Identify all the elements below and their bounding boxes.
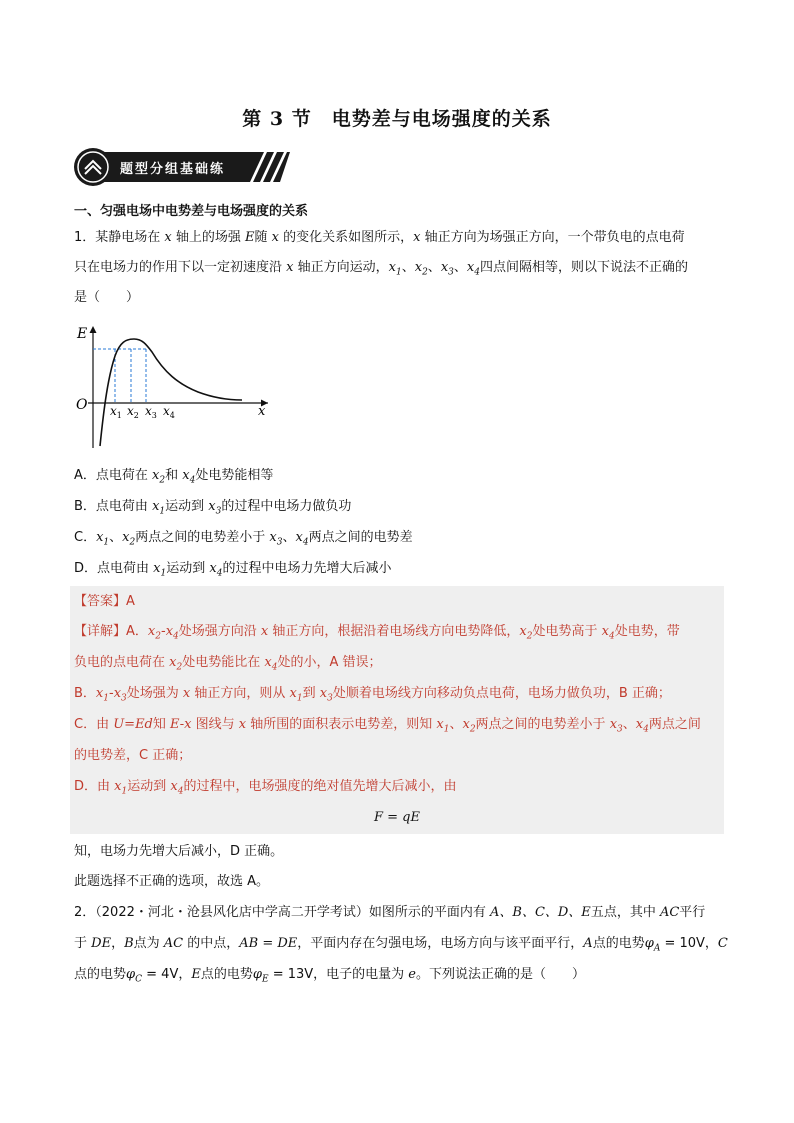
- q1-line-2: 只在电场力的作用下以一定初速度沿 x 轴正方向运动，$x_1$、$x_2$、$x_3$、$x_4$四点间隔相等，则以下说法不正确的: [74, 260, 688, 278]
- svg-text:x4: $x_4$: [163, 404, 175, 420]
- x-axis-label: x: [258, 404, 266, 419]
- option-b: B．点电荷由 $x_1$运动到 $x_3$的过程中电场力做负功: [74, 499, 352, 517]
- option-d: D．点电荷由 $x_1$运动到 $x_4$的过程中电场力先增大后减小: [74, 561, 392, 579]
- q2-line-2: 于 DE，B点为 AC 的中点，AB = DE，平面内存在匀强电场，电场方向与该平面平行，A点的电势$\varphi_A = 10V$，C: [74, 936, 728, 954]
- svg-text:x2: $x_2$: [127, 404, 139, 420]
- y-axis-arrow: [90, 326, 97, 333]
- svg-text:x1: $x_1$: [110, 404, 122, 420]
- detail-line-3: B．$x_1-x_3$处场强为 x 轴正方向，则从 $x_1$到 $x_3$处顺着电场线方向移动负点电荷，电场力做负功，B 正确；: [74, 686, 671, 704]
- option-c: C．$x_1$、$x_2$两点之间的电势差小于 $x_3$、$x_4$两点之间的电势差: [74, 530, 413, 548]
- svg-text:x3: $x_3$: [145, 404, 157, 420]
- origin-label: O: [76, 397, 88, 413]
- banner-label: 题型分组基础练: [120, 162, 226, 177]
- q2-line-3: 点的电势$\varphi_C = 4V$，E点的电势$\varphi_E = 13V$，电子的电量为 e。下列说法正确的是（ ）: [74, 967, 586, 985]
- q2-line-1: 2．（2022・河北・沧县风化店中学高二开学考试）如图所示的平面内有 A、B、C、D、E五点，其中 AC平行: [74, 905, 706, 920]
- e-axis-label: E: [77, 326, 88, 342]
- section-heading: 一、匀强电场中电势差与电场强度的关系: [74, 204, 309, 219]
- e-x-graph: [74, 322, 274, 450]
- option-a: A．点电荷在 $x_2$和 $x_4$处电势能相等: [74, 468, 274, 486]
- q1-line-1: 1．某静电场在 x 轴上的场强 E随 x 的变化关系如图所示，x 轴正方向为场强正方向，一个带负电的点电荷: [74, 230, 685, 245]
- page-title: 第 3 节 电势差与电场强度的关系: [242, 108, 552, 130]
- dashed-guides: [93, 349, 146, 403]
- q1-line-3: 是（ ）: [74, 290, 140, 305]
- detail-line-7: 知，电场力先增大后减小，D 正确。: [74, 844, 284, 859]
- detail-line-2: 负电的点电荷在 $x_2$处电势能比在 $x_4$处的小，A 错误；: [74, 655, 382, 673]
- detail-line-5: 的电势差，C 正确；: [74, 748, 192, 763]
- e-x-curve: [100, 339, 242, 446]
- detail-line-4: C．由 U=Ed知 E-x 图线与 x 轴所围的面积表示电势差，则知 $x_1$、$x_2$两点之间的电势差小于 $x_3$、$x_4$两点之间: [74, 717, 701, 735]
- detail-line-1: 【详解】A．$x_2-x_4$处场强方向沿 x 轴正方向，根据沿着电场线方向电势降低，$x_2$处电势高于 $x_4$处电势，带: [74, 624, 680, 642]
- formula: F = qE: [374, 810, 420, 825]
- x-tick-labels: [110, 404, 175, 420]
- answer-label: 【答案】A: [74, 594, 135, 609]
- detail-line-8: 此题选择不正确的选项，故选 A。: [74, 874, 270, 889]
- detail-line-6: D．由 $x_1$运动到 $x_4$的过程中，电场强度的绝对值先增大后减小，由: [74, 779, 457, 797]
